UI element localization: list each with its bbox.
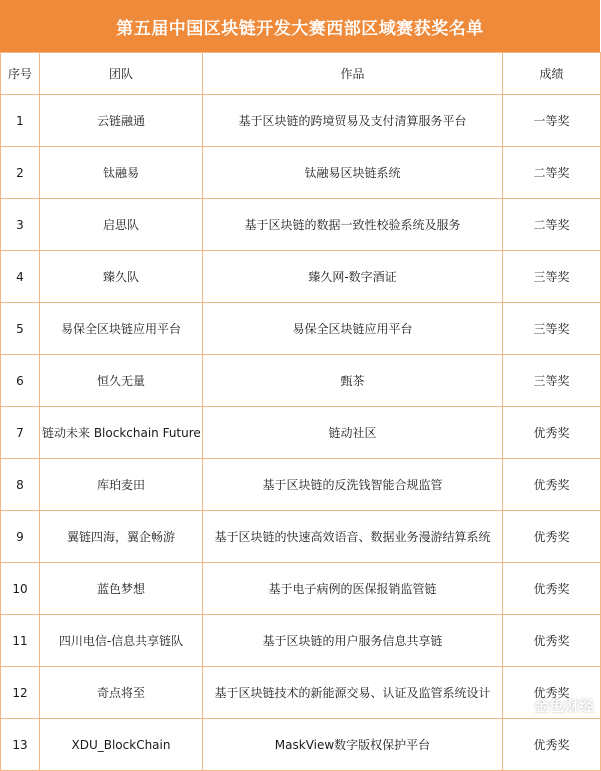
cell-grade: 优秀奖 <box>503 407 601 459</box>
cell-team: 奇点将至 <box>40 667 203 719</box>
cell-no: 12 <box>1 667 40 719</box>
cell-work: MaskView数字版权保护平台 <box>203 719 503 771</box>
cell-grade: 优秀奖 <box>503 563 601 615</box>
cell-team: 易保全区块链应用平台 <box>40 303 203 355</box>
table-row <box>1 199 601 251</box>
cell-no: 4 <box>1 251 40 303</box>
cell-no: 7 <box>1 407 40 459</box>
table-row <box>1 563 601 615</box>
cell-no: 10 <box>1 563 40 615</box>
cell-work: 臻久网-数字酒证 <box>203 251 503 303</box>
table-row <box>1 95 601 147</box>
cell-work: 基于区块链的反洗钱智能合规监管 <box>203 459 503 511</box>
column-header-work: 作品 <box>203 53 503 95</box>
cell-team: 臻久队 <box>40 251 203 303</box>
cell-no: 2 <box>1 147 40 199</box>
cell-grade: 优秀奖 <box>503 511 601 563</box>
cell-work: 基于区块链技术的新能源交易、认证及监管系统设计 <box>203 667 503 719</box>
jinse-logo-icon <box>510 696 530 716</box>
column-header-grade: 成绩 <box>503 53 601 95</box>
cell-team: 云链融通 <box>40 95 203 147</box>
cell-work: 基于区块链的快速高效语音、数据业务漫游结算系统 <box>203 511 503 563</box>
cell-grade: 一等奖 <box>503 95 601 147</box>
cell-no: 9 <box>1 511 40 563</box>
cell-work: 基于区块链的数据一致性校验系统及服务 <box>203 199 503 251</box>
table-row <box>1 719 601 771</box>
cell-no: 6 <box>1 355 40 407</box>
cell-work: 基于区块链的用户服务信息共享链 <box>203 615 503 667</box>
cell-work: 基于电子病例的医保报销监管链 <box>203 563 503 615</box>
cell-grade: 优秀奖 <box>503 615 601 667</box>
cell-grade: 二等奖 <box>503 199 601 251</box>
table-row <box>1 303 601 355</box>
cell-team: 恒久无量 <box>40 355 203 407</box>
cell-grade: 三等奖 <box>503 303 601 355</box>
cell-no: 11 <box>1 615 40 667</box>
table-row <box>1 615 601 667</box>
cell-no: 13 <box>1 719 40 771</box>
column-header-team: 团队 <box>40 53 203 95</box>
table-row <box>1 459 601 511</box>
cell-grade: 优秀奖 <box>503 459 601 511</box>
cell-team: 翼链四海，翼企畅游 <box>40 511 203 563</box>
cell-team: 链动未来 Blockchain Future <box>40 407 203 459</box>
cell-no: 1 <box>1 95 40 147</box>
cell-grade: 三等奖 <box>503 251 601 303</box>
watermark-text: 金色财经 <box>533 697 594 715</box>
cell-team: XDU_BlockChain <box>40 719 203 771</box>
table-row <box>1 407 601 459</box>
table-row <box>1 511 601 563</box>
table-row <box>1 355 601 407</box>
cell-grade: 优秀奖 <box>503 667 601 719</box>
cell-work: 链动社区 <box>203 407 503 459</box>
table-row <box>1 147 601 199</box>
table-row <box>1 251 601 303</box>
cell-team: 蓝色梦想 <box>40 563 203 615</box>
table-header-row <box>1 53 601 95</box>
watermark <box>510 695 594 716</box>
cell-work: 甄茶 <box>203 355 503 407</box>
cell-work: 易保全区块链应用平台 <box>203 303 503 355</box>
cell-no: 3 <box>1 199 40 251</box>
page-title: 第五届中国区块链开发大赛西部区域赛获奖名单 <box>0 0 600 52</box>
cell-team: 启思队 <box>40 199 203 251</box>
cell-grade: 二等奖 <box>503 147 601 199</box>
cell-no: 8 <box>1 459 40 511</box>
cell-team: 钛融易 <box>40 147 203 199</box>
cell-work: 钛融易区块链系统 <box>203 147 503 199</box>
awards-table <box>0 52 601 771</box>
cell-grade: 三等奖 <box>503 355 601 407</box>
cell-work: 基于区块链的跨境贸易及支付清算服务平台 <box>203 95 503 147</box>
column-header-no: 序号 <box>1 53 40 95</box>
cell-team: 库珀麦田 <box>40 459 203 511</box>
cell-team: 四川电信-信息共享链队 <box>40 615 203 667</box>
cell-no: 5 <box>1 303 40 355</box>
cell-grade: 优秀奖 <box>503 719 601 771</box>
